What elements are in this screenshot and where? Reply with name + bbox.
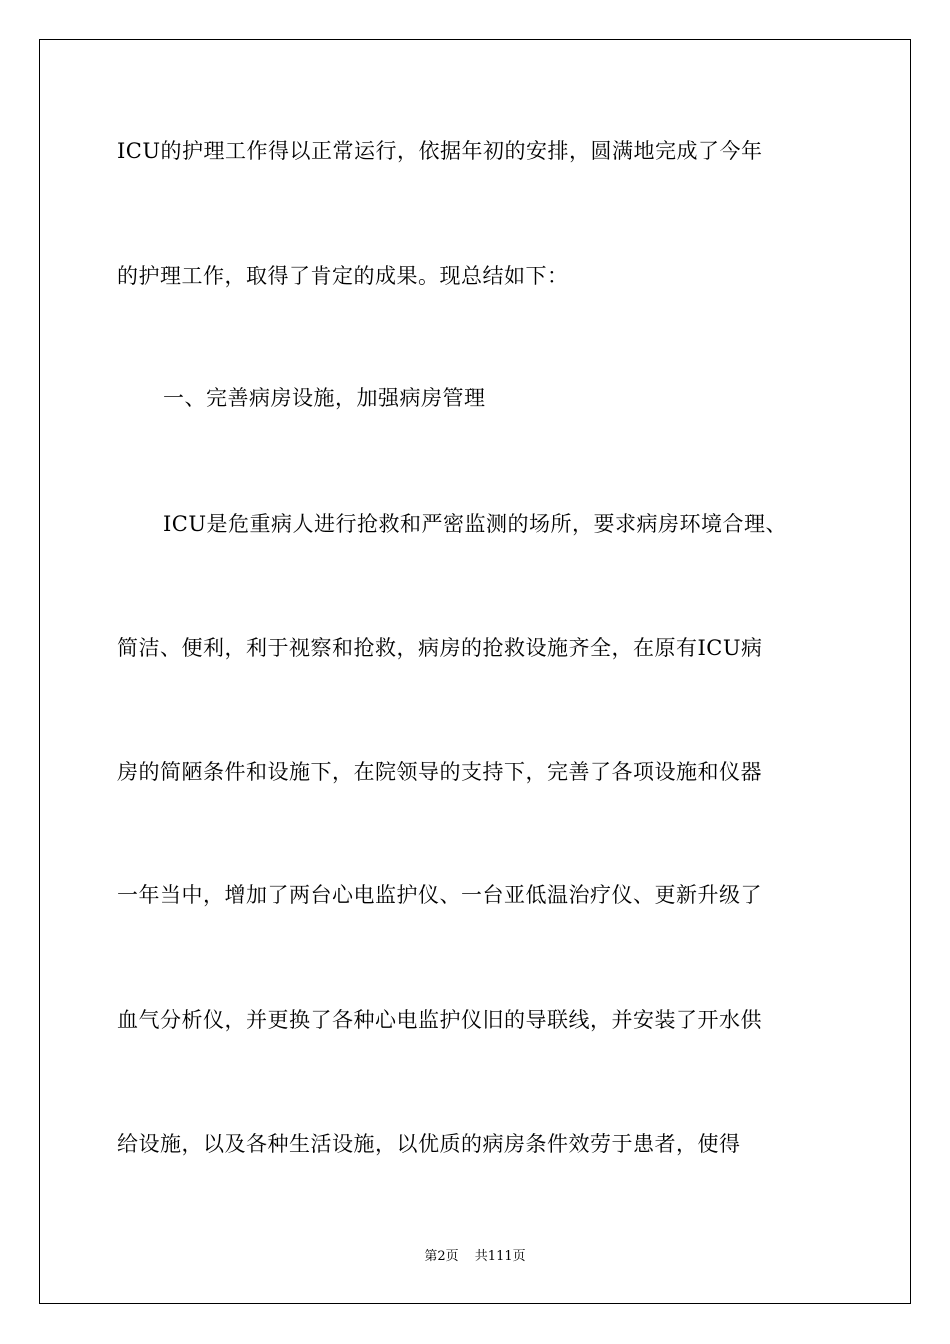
page-number: 第2页 [424, 1249, 459, 1264]
page-footer [0, 1248, 950, 1266]
paragraph-line-2: 的护理工作，取得了肯定的成果。现总结如下： [117, 264, 569, 288]
paragraph-line-7: 血气分析仪，并更换了各种心电监护仪旧的导联线，并安装了开水供 [117, 1008, 762, 1032]
paragraph-line-4: 简洁、便利，利于视察和抢救，病房的抢救设施齐全，在原有ICU病 [117, 636, 763, 660]
page-total: 共111页 [474, 1249, 526, 1264]
paragraph-line-6: 一年当中，增加了两台心电监护仪、一台亚低温治疗仪、更新升级了 [117, 883, 762, 907]
paragraph-line-5: 房的简陋条件和设施下，在院领导的支持下，完善了各项设施和仪器 [117, 760, 762, 784]
section-heading: 一、完善病房设施，加强病房管理 [163, 386, 486, 410]
paragraph-line-1: ICU的护理工作得以正常运行，依据年初的安排，圆满地完成了今年 [117, 139, 763, 163]
page-border [39, 39, 911, 1304]
paragraph-line-8: 给设施，以及各种生活设施，以优质的病房条件效劳于患者，使得 [117, 1132, 741, 1156]
paragraph-line-3: ICU是危重病人进行抢救和严密监测的场所，要求病房环境合理、 [163, 512, 788, 536]
